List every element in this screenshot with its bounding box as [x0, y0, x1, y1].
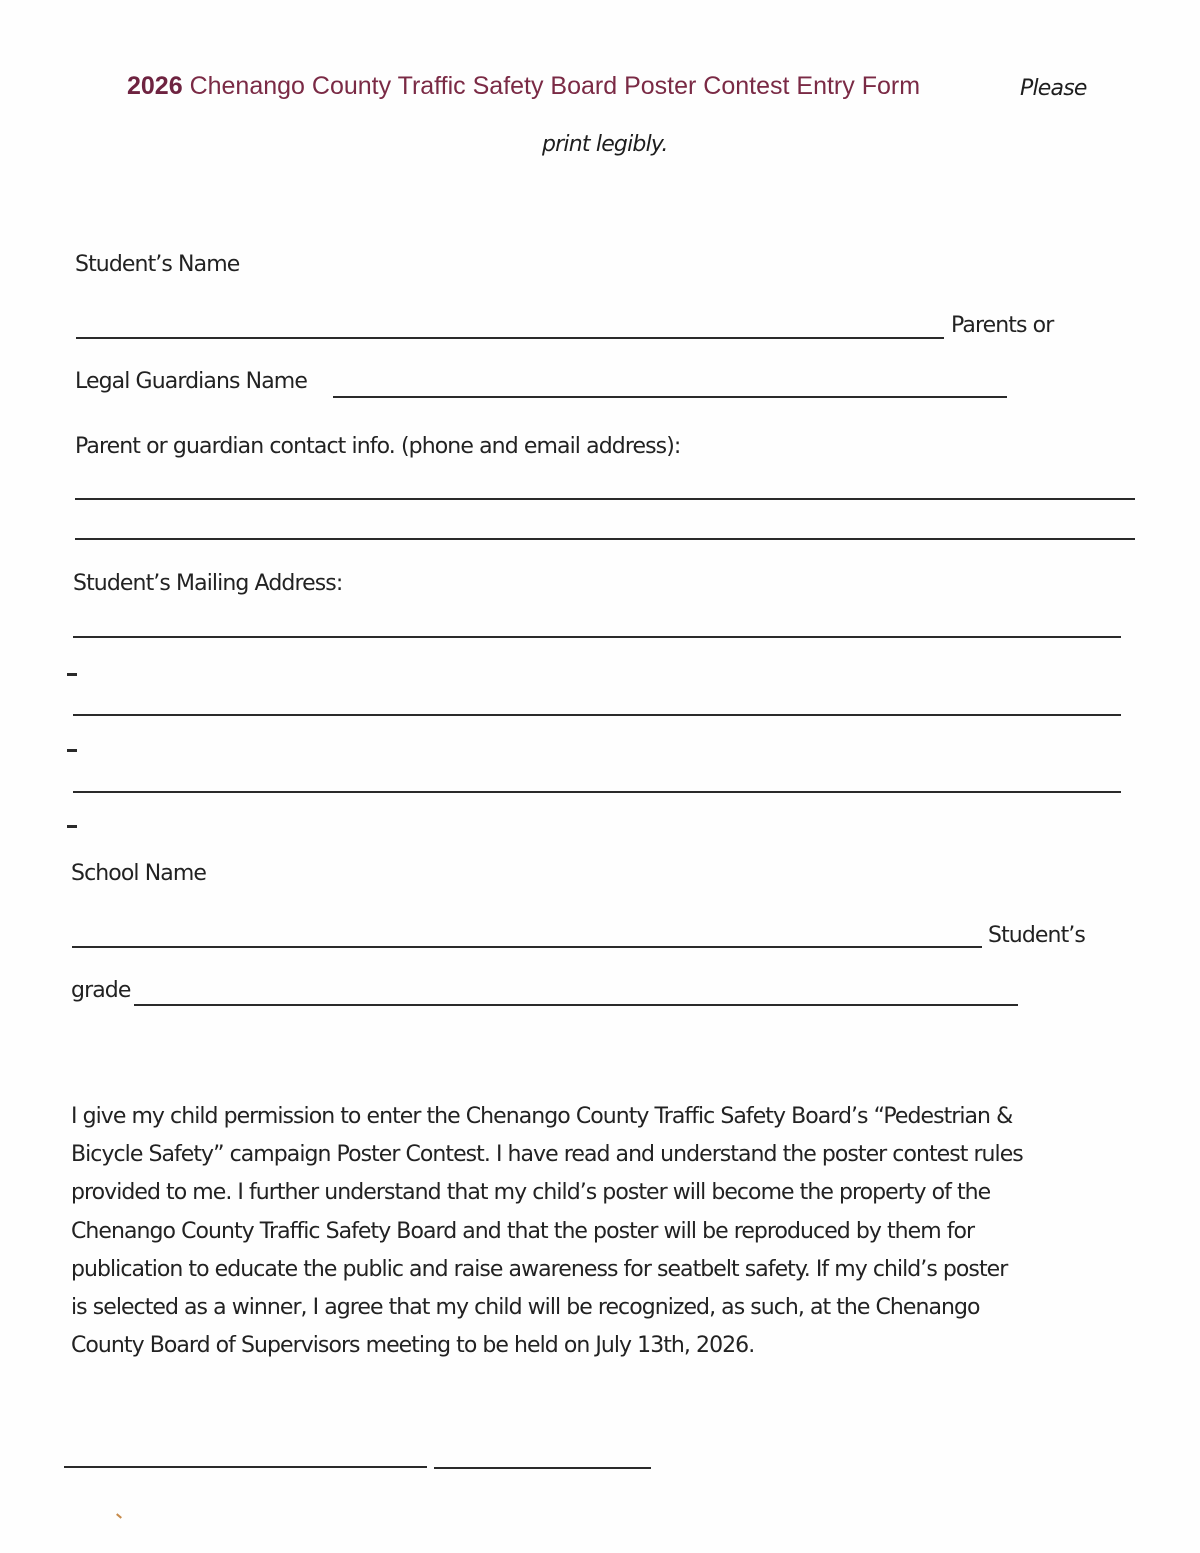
signature-field[interactable] — [64, 1466, 427, 1468]
grade-label-part1: Student’s — [988, 923, 1085, 948]
consent-line: is selected as a winner, I agree that my child will be recognized, as such, at the Chenango — [71, 1295, 980, 1321]
consent-line: Bicycle Safety” campaign Poster Contest. I have read and understand the poster contest rules — [71, 1142, 1023, 1168]
mailing-address-field-3[interactable] — [73, 791, 1121, 793]
title-text: Chenango County Traffic Safety Board Poster Contest Entry Form — [182, 72, 921, 100]
print-note-part1: Please — [1020, 76, 1087, 101]
guardian-name-label: Legal Guardians Name — [75, 369, 307, 394]
consent-line: publication to educate the public and raise awareness for seatbelt safety. If my child’s poster — [71, 1256, 1008, 1282]
consent-paragraph — [71, 1098, 1141, 1365]
grade-field[interactable] — [134, 1004, 1018, 1006]
consent-line: Chenango County Traffic Safety Board and that the poster will be reproduced by them for — [71, 1218, 975, 1244]
dash-mark — [67, 749, 77, 752]
form-title — [127, 72, 920, 101]
mailing-address-label: Student’s Mailing Address: — [73, 571, 343, 596]
date-field[interactable] — [434, 1467, 651, 1469]
print-note-part2: print legibly. — [542, 132, 668, 157]
dash-mark — [67, 673, 77, 676]
grade-label-part2: grade — [71, 978, 131, 1003]
consent-line: I give my child permission to enter the Chenango County Traffic Safety Board’s “Pedestrian & — [71, 1104, 1013, 1129]
parents-label-part1: Parents or — [951, 313, 1054, 338]
consent-line: County Board of Supervisors meeting to be held on July 13th, 2026. — [71, 1333, 755, 1359]
guardian-name-field[interactable] — [333, 396, 1007, 398]
contact-info-label: Parent or guardian contact info. (phone and email address): — [75, 434, 681, 459]
mailing-address-field-1[interactable] — [73, 636, 1121, 638]
school-name-field[interactable] — [72, 946, 982, 948]
school-name-label: School Name — [71, 861, 207, 886]
title-year: 2026 — [127, 72, 183, 100]
student-name-field[interactable] — [76, 337, 944, 339]
contact-info-field-2[interactable] — [75, 538, 1135, 540]
student-name-label: Student’s Name — [75, 252, 240, 277]
mailing-address-field-2[interactable] — [73, 714, 1121, 716]
contact-info-field-1[interactable] — [75, 498, 1135, 500]
dash-mark — [67, 825, 77, 828]
consent-line: provided to me. I further understand that my child’s poster will become the property of the — [71, 1180, 991, 1206]
scan-artifact — [116, 1513, 122, 1518]
